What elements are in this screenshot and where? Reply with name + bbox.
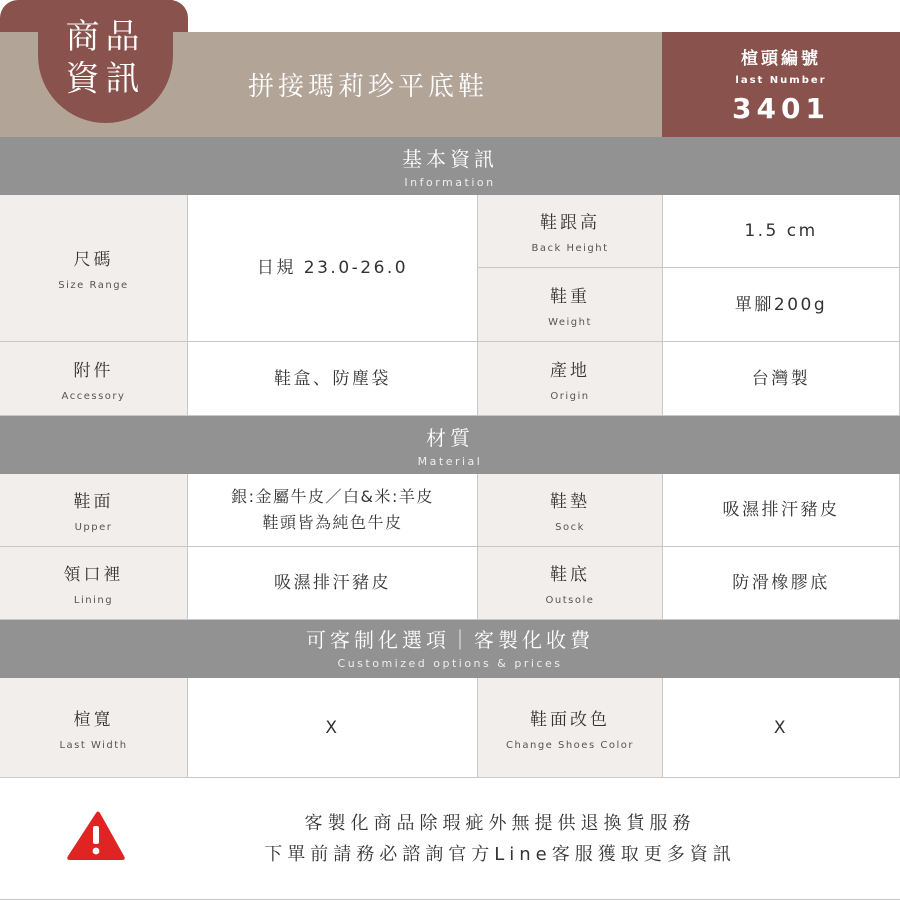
last-width-label: 楦寬: [73, 709, 114, 730]
lining-label: 領口裡: [63, 565, 124, 585]
outsole-label-en: Outsole: [545, 595, 595, 606]
upper-label-en: Upper: [74, 522, 113, 533]
lining-label-cell: [0, 547, 188, 620]
outsole-value: 防滑橡膠底: [732, 573, 830, 593]
sock-value: 吸濕排汗豬皮: [722, 500, 840, 520]
section-title: 可客制化選項｜客製化收費: [306, 628, 594, 652]
origin-label: 產地: [550, 360, 590, 381]
change-color-label-cell: [478, 678, 663, 778]
last-width-label-en: Last Width: [59, 739, 128, 751]
section-material: [0, 416, 900, 474]
weight-label: 鞋重: [550, 286, 590, 307]
section-subtitle: Customized options & prices: [337, 657, 563, 670]
accessory-value: 鞋盒、防塵袋: [274, 368, 391, 389]
last-number-subtitle: last Number: [735, 75, 827, 86]
origin-value-cell: [663, 342, 900, 416]
origin-label-cell: [478, 342, 663, 416]
last-number-value: 3401: [732, 92, 830, 125]
sock-label-en: Sock: [555, 522, 585, 533]
heel-label-cell: [478, 195, 663, 268]
accessory-value-cell: [188, 342, 478, 416]
lining-value-cell: [188, 547, 478, 620]
accessory-label-en: Accessory: [61, 390, 126, 402]
sock-value-cell: [663, 474, 900, 547]
notice-line-2: 下單前請務必諮詢官方Line客服獲取更多資訊: [264, 844, 736, 865]
upper-label: 鞋面: [73, 492, 114, 512]
accessory-label-cell: [0, 342, 188, 416]
notice-text: [200, 808, 800, 870]
weight-value-cell: [663, 268, 900, 342]
section-basic-info: [0, 137, 900, 195]
accessory-label: 附件: [73, 360, 114, 381]
product-name: 拼接瑪莉珍平底鞋: [248, 72, 489, 102]
badge-line-1: 商品: [65, 17, 146, 57]
upper-value-cell: [188, 474, 478, 547]
badge-line-2: 資訊: [65, 59, 146, 99]
size-label-en: Size Range: [58, 280, 129, 291]
size-value-cell: [188, 195, 478, 342]
heel-value-cell: [663, 195, 900, 268]
lining-label-en: Lining: [73, 595, 114, 606]
notice-panel: [0, 778, 900, 900]
change-color-value-cell: [663, 678, 900, 778]
sock-label-cell: [478, 474, 663, 547]
warning-triangle-icon: [66, 810, 126, 862]
section-subtitle: Material: [417, 455, 483, 468]
last-width-value-cell: [188, 678, 478, 778]
outsole-label: 鞋底: [550, 565, 590, 585]
upper-value-line2: 鞋頭皆為純色牛皮: [262, 513, 403, 532]
last-width-label-cell: [0, 678, 188, 778]
size-label-cell: [0, 195, 188, 342]
last-number-title: 楦頭編號: [741, 49, 821, 69]
section-subtitle: Information: [404, 176, 496, 189]
notice-line-1: 客製化商品除瑕疵外無提供退換貨服務: [304, 813, 696, 834]
change-color-label-en: Change Shoes Color: [506, 739, 634, 751]
change-color-label: 鞋面改色: [530, 709, 610, 730]
size-label: 尺碼: [73, 250, 114, 270]
origin-value: 台灣製: [751, 368, 811, 389]
weight-label-cell: [478, 268, 663, 342]
section-title: 基本資訊: [402, 147, 498, 171]
section-custom: [0, 620, 900, 678]
heel-value: 1.5 cm: [744, 221, 818, 241]
outsole-label-cell: [478, 547, 663, 620]
last-number-panel: [662, 32, 900, 137]
section-title: 材質: [426, 426, 474, 450]
heel-label-en: Back Height: [531, 243, 609, 254]
heel-label: 鞋跟高: [540, 213, 600, 233]
upper-value-line1: 銀:金屬牛皮／白&米:羊皮: [231, 487, 434, 506]
weight-label-en: Weight: [548, 316, 592, 328]
change-color-value: X: [773, 717, 789, 738]
weight-value: 單腳200g: [734, 294, 828, 315]
origin-label-en: Origin: [550, 390, 590, 402]
sock-label: 鞋墊: [550, 492, 590, 512]
last-width-value: X: [325, 717, 340, 738]
size-value: 日規 23.0-26.0: [256, 258, 409, 278]
lining-value: 吸濕排汗豬皮: [274, 573, 391, 593]
upper-label-cell: [0, 474, 188, 547]
outsole-value-cell: [663, 547, 900, 620]
